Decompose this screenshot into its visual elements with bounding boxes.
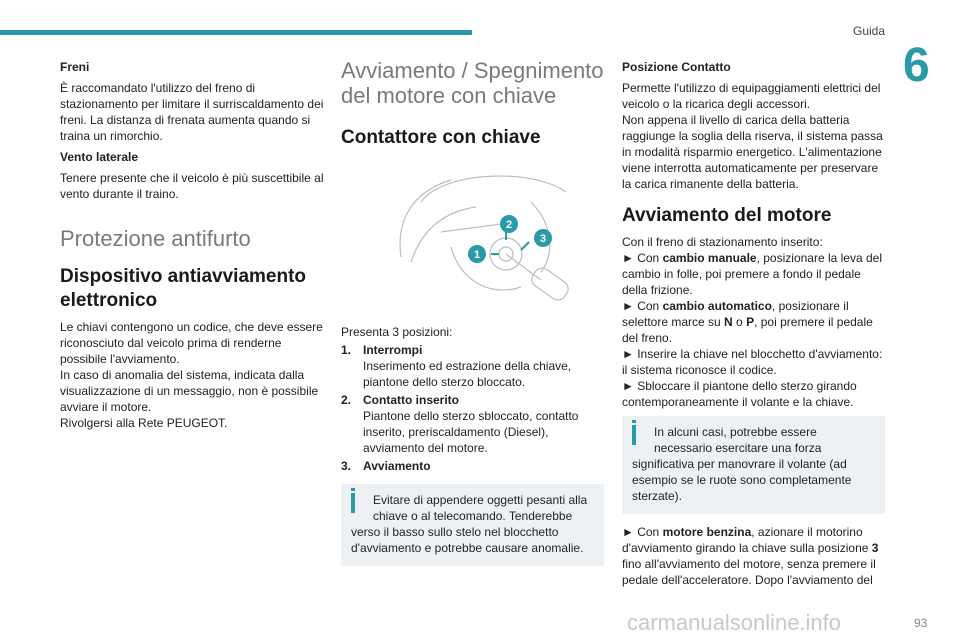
marker-1: [468, 245, 486, 263]
step-petrol: ► Con motore benzina, azionare il motorino d'avviamento girando la chiave sulla posizione 3 fino all'avviamento del motore, senza premere il pedale dell'acceleratore. Dopo l'avviamento del: [622, 525, 879, 587]
column-left: [60, 58, 325, 437]
text-antiavviamento: Le chiavi contengono un codice, che deve essere riconosciuto dal veicolo prima di renderne possibile l'avviamento. In caso di anomalia del sistema, indicata dalla visualizzazione di un messaggio, non è possibile avviare il motore. Rivolgersi alla Rete PEUGEOT.: [60, 320, 323, 430]
steering-key-illustration: [381, 162, 581, 310]
heading-avviamento-motore: Avviamento del motore: [622, 205, 832, 226]
section-title-freni: Freni: [60, 60, 90, 74]
section-title-posizione-contatto: Posizione Contatto: [622, 60, 731, 74]
note-text-first: Evitare di appendere oggetti pesanti alla chiave o al telecomando. Tenderebbe: [373, 493, 588, 523]
text-freni: È raccomandato l'utilizzo del freno di stazionamento per limitare il surriscaldamento dei freni. La distanza di frenata aumenta quando si traina un rimorchio.: [60, 81, 324, 143]
marker-2-label: 2: [505, 219, 513, 231]
column-middle: [341, 58, 606, 566]
note-text-first: In alcuni casi, potrebbe essere necessario esercitare una forza: [654, 425, 822, 455]
page-number: 93: [914, 616, 928, 630]
heading-protezione-antifurto: Protezione antifurto: [60, 226, 251, 251]
position-item: 2. Contatto inserito Piantone dello sterzo sbloccato, contatto inserito, preriscaldamento (Diesel), avviamento del motore.: [341, 393, 579, 455]
chapter-number: 6: [903, 39, 930, 92]
chapter-progress-bar: [0, 30, 472, 35]
text-posizione-contatto: Permette l'utilizzo di equipaggiamenti elettrici del veicolo o la ricarica degli accessori. Non appena il livello di carica della batteria raggiunge la soglia della riserva, il sistema passa in modalità risparmio energetico. L'alimentazione viene interrotta automaticamente per preservare la carica rimanente della batteria.: [622, 81, 883, 191]
start-intro: Con il freno di stazionamento inserito:: [622, 235, 823, 249]
heading-antiavviamento: Dispositivo antiavviamento elettronico: [60, 266, 307, 311]
chapter-title: Guida: [853, 24, 886, 38]
ignition-figure: [381, 162, 581, 310]
info-note-key: [341, 484, 604, 566]
note-text-rest: significativa per manovrare il volante (ad esempio se le ruote sono completamente sterzate).: [632, 457, 852, 503]
step-unlock: ► Sbloccare il piantone dello sterzo girando contemporaneamente il volante e la chiave.: [622, 379, 857, 409]
position-item: 3. Avviamento: [341, 459, 431, 473]
heading-avviamento-spegnimento: Avviamento / Spegnimento del motore con chiave: [341, 58, 604, 108]
step-insert-key: ► Inserire la chiave nel blocchetto d'avviamento: il sistema riconosce il codice.: [622, 347, 883, 377]
heading-contattore: Contattore con chiave: [341, 127, 541, 148]
watermark: carmanualsonline.info: [627, 610, 842, 635]
marker-3: [534, 229, 552, 247]
marker-3-label: 3: [539, 233, 547, 245]
positions-list: [341, 342, 606, 474]
text-vento: Tenere presente che il veicolo è più suscettibile al vento durante il traino.: [60, 171, 324, 201]
step-manual: ► Con cambio manuale, posizionare la leva del cambio in folle, poi premere a fondo il pedale della frizione.: [622, 251, 883, 297]
position-item: 1. Interrompi Inserimento ed estrazione della chiave, piantone dello sterzo bloccato.: [341, 343, 572, 389]
column-right: [622, 58, 887, 594]
step-automatic: ► Con cambio automatico, posizionare il selettore marce su N o P, poi premere il pedale del freno.: [622, 299, 873, 345]
marker-1-label: 1: [473, 249, 481, 261]
positions-intro: Presenta 3 posizioni:: [341, 325, 453, 339]
section-title-vento: Vento laterale: [60, 150, 139, 164]
info-icon: [632, 420, 636, 423]
note-text-rest: verso il basso sullo stelo nel blocchetto d'avviamento e potrebbe causare anomalie.: [351, 525, 584, 555]
info-icon: [351, 488, 355, 491]
info-note-steering: [622, 416, 885, 514]
marker-2: [500, 215, 518, 233]
